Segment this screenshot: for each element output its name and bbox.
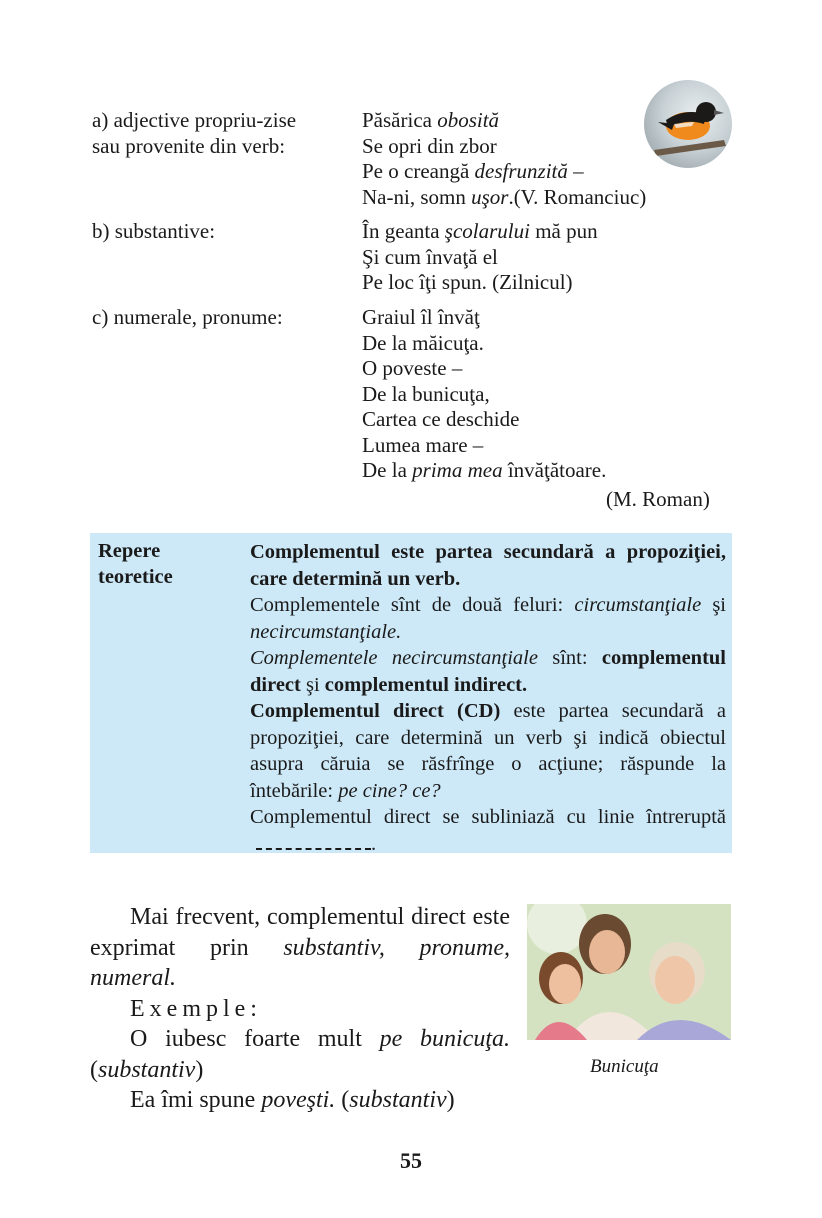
- underline-end: .: [371, 832, 377, 855]
- page-number: 55: [400, 1148, 422, 1173]
- poem-line: [362, 219, 598, 245]
- ex1-italic: pe bunicuţa.: [379, 1026, 510, 1052]
- nec-italic: Complementele necircumstanţiale: [250, 647, 538, 669]
- bird-image: [644, 80, 732, 168]
- poem-text: .(V. Romanciuc): [508, 184, 647, 209]
- theory-underline: [250, 804, 726, 857]
- theory-label-line: Repere: [98, 540, 161, 562]
- poem-text: De la: [362, 458, 413, 482]
- p1-italic: substantiv, pronume, numeral.: [90, 934, 510, 991]
- poem-italic-word: şcolarului: [444, 219, 530, 243]
- theory-box: [90, 533, 732, 853]
- paragraph: [90, 902, 510, 994]
- poem-text: –: [567, 159, 584, 183]
- examples-heading-text: Exemple:: [130, 995, 262, 1022]
- poem-line: [362, 159, 646, 185]
- poem-line: [362, 270, 598, 296]
- nec-bold: complementul direct: [250, 647, 726, 696]
- poem-line: [362, 185, 646, 211]
- nec-bold: complementul indirect.: [324, 673, 528, 696]
- poem-line: [362, 245, 598, 271]
- poem-italic-word: prima mea: [412, 458, 503, 482]
- poem-lines: [362, 108, 646, 210]
- poem-author: (M. Roman): [606, 487, 710, 511]
- poem-text: învăţătoare.: [502, 458, 607, 482]
- example-sentence: [90, 1024, 510, 1085]
- poem-text: De la bunicuţa,: [362, 381, 490, 406]
- poem-line: [362, 458, 606, 484]
- paren: ): [446, 1087, 455, 1113]
- poem-line: [362, 382, 606, 408]
- p1-text: Mai frecvent, complementul direct este exprimat prin: [90, 904, 510, 961]
- poem-text: Şi cum învaţă el: [362, 244, 498, 269]
- nec-and: şi: [300, 673, 325, 696]
- example-label: [92, 108, 296, 159]
- poem-line: [362, 407, 606, 433]
- paren: (: [335, 1087, 350, 1113]
- kinds-italic: circumstanţiale: [574, 594, 702, 616]
- theory-necircumstantial: [250, 645, 726, 698]
- example-label-line: a) adjective propriu-zise: [92, 108, 297, 132]
- poem-italic-word: obosită: [437, 108, 500, 132]
- kinds-italic: necircumstanţiale.: [250, 620, 402, 643]
- example-sentence: [90, 1085, 510, 1116]
- photo-caption: Bunicuţa: [590, 1056, 659, 1077]
- kinds-text: Complementele sînt de două feluri:: [250, 594, 575, 616]
- theory-label: [98, 539, 173, 590]
- poem-text: Cartea ce deschide: [362, 407, 520, 431]
- family-photo: [527, 904, 731, 1040]
- ex1-type: substantiv: [98, 1056, 196, 1083]
- main-text: [90, 902, 510, 1116]
- poem-text: În geanta: [362, 219, 445, 243]
- underline-text: Complementul direct se subliniază cu linie întreruptă: [250, 806, 726, 828]
- ex2-type: substantiv: [349, 1087, 447, 1113]
- poem-lines: [362, 305, 606, 484]
- poem-text: Pe loc îţi spun. (Zilnicul): [362, 270, 573, 294]
- poem-line: [362, 305, 606, 331]
- poem-line: [362, 356, 606, 382]
- poem-line: [362, 433, 606, 459]
- poem-lines: [362, 219, 598, 296]
- paren: (: [90, 1056, 98, 1083]
- theory-definition: [250, 539, 726, 592]
- dashed-line-sample: [256, 838, 371, 850]
- theory-label-line: teoretice: [98, 565, 173, 588]
- theory-direct: [250, 698, 726, 804]
- cd-bold: Complementul direct (CD): [250, 700, 501, 722]
- poem-text: Lumea mare –: [362, 432, 484, 457]
- theory-body: [250, 539, 726, 857]
- poem-text: Pe o creangă: [362, 159, 475, 183]
- bird-illustration: [644, 80, 732, 168]
- poem-line: [362, 108, 646, 134]
- ex2-text: Ea îmi spune: [130, 1087, 262, 1113]
- poem-text: Păsărica: [362, 108, 438, 132]
- example-label: [92, 305, 283, 331]
- ex1-text: O iubesc foarte mult: [130, 1026, 380, 1052]
- poem-italic-word: desfrunzită: [474, 159, 568, 183]
- theory-kinds: [250, 592, 726, 645]
- definition-bold: Complementul este partea secundară a propoziţiei, care determină un verb.: [250, 541, 726, 590]
- poem-text: Na-ni, somn: [362, 184, 472, 209]
- poem-text: Se opri din zbor: [362, 133, 497, 158]
- cd-questions: pe cine? ce?: [338, 779, 441, 802]
- example-label: [92, 219, 215, 245]
- kinds-and: şi: [701, 594, 726, 616]
- example-label-line: b) substantive:: [92, 219, 216, 243]
- poem-text: mă pun: [529, 219, 598, 243]
- examples-heading: [90, 994, 510, 1025]
- paren: ): [195, 1056, 204, 1083]
- poem-line: [362, 134, 646, 160]
- poem-text: O poveste –: [362, 356, 463, 380]
- poem-line: [362, 331, 606, 357]
- example-label-line: sau provenite din verb:: [92, 133, 286, 158]
- poem-text: De la măicuţa.: [362, 330, 484, 355]
- poem-italic-word: uşor: [471, 184, 509, 209]
- family-illustration: [527, 904, 731, 1040]
- nec-text: sînt:: [537, 647, 602, 669]
- cd-text: este partea secundară a propoziţiei, care determină un verb şi indică obiectul asupra căruia se răsfrînge o acţiune; răspunde la întebările:: [250, 700, 726, 802]
- example-label-line: c) numerale, pronume:: [92, 305, 283, 329]
- poem-text: Graiul îl învăţ: [362, 305, 480, 329]
- ex2-italic: poveşti.: [261, 1087, 336, 1113]
